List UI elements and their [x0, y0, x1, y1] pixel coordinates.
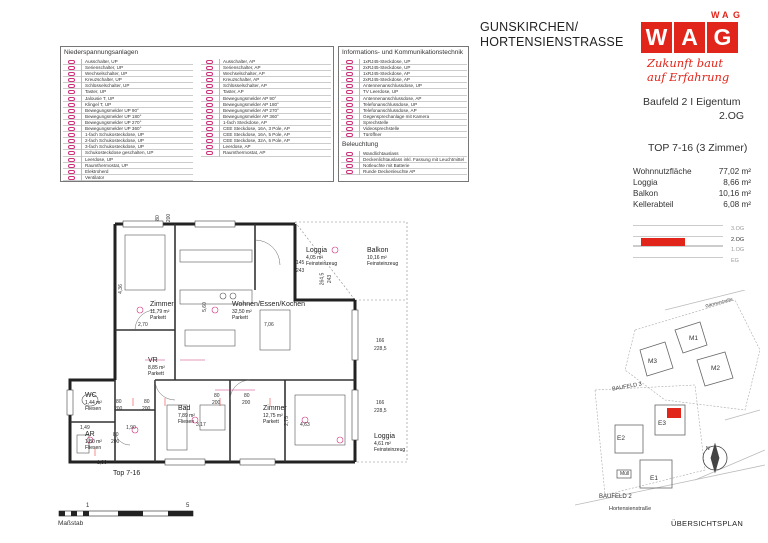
- dim: 2,75: [283, 416, 290, 426]
- area-row: Kellerabteil 6,08 m²: [633, 200, 751, 209]
- legend-symbol-icon: [206, 133, 213, 137]
- unit-floor: 2.OG: [719, 110, 745, 122]
- legend-symbol-icon: [206, 151, 213, 155]
- legend-row-label: Taster, UP: [85, 89, 107, 95]
- dim: 3,17: [196, 422, 206, 428]
- unit-top: TOP 7-16 (3 Zimmer): [648, 142, 748, 154]
- dim: 80: [116, 399, 122, 405]
- legend-symbol-icon: [346, 103, 353, 107]
- dim: 200: [142, 406, 151, 412]
- legend-symbol-icon: [68, 158, 75, 162]
- unit-building: Baufeld 2 I Eigentum: [643, 96, 741, 108]
- legend-low-voltage: [60, 46, 334, 182]
- legend-row-label: 1-fach Steckdose, AP: [223, 119, 267, 125]
- site-m3: M3: [648, 358, 658, 365]
- legend-row-label: Jalousie T, UP: [85, 95, 115, 101]
- room-zimmer-2: Zimmer 12,75 m² Parkett: [263, 405, 287, 425]
- legend-row-label: Taster, AP: [223, 89, 244, 95]
- legend-symbol-icon: [206, 66, 213, 70]
- legend-row-label: Kreuzschalter, AP: [223, 77, 260, 83]
- dim: 1,30: [97, 460, 107, 466]
- legend-info: [338, 46, 469, 182]
- legend-row-label: Klingel T, UP: [85, 101, 112, 107]
- legend-row: [341, 169, 467, 175]
- floor-active-fill: [641, 238, 685, 246]
- dim: 5,60: [201, 302, 208, 312]
- legend-symbol-icon: [206, 145, 213, 149]
- wag-logo: [638, 10, 756, 54]
- legend-row-label: Bewegungsmelder AP 360°: [223, 113, 279, 119]
- legend-symbol-icon: [68, 109, 75, 113]
- dim: 264,5: [319, 272, 326, 286]
- legend-row-label: Serienschalter, AP: [223, 65, 261, 71]
- legend-symbol-icon: [68, 151, 75, 155]
- site-e1: E1: [650, 475, 658, 482]
- legend-symbol-icon: [68, 103, 75, 107]
- legend-row-label: Bewegungsmelder UP 270°: [85, 119, 142, 125]
- dim: 166: [376, 400, 385, 406]
- dim: 200: [212, 400, 221, 406]
- legend-row-label: Türöffner: [363, 132, 382, 138]
- area-row: Wohnnutzfläche 77,02 m²: [633, 167, 751, 176]
- legend-row-label: Wechselschalter, AP: [223, 71, 265, 77]
- legend-light-list: [341, 151, 467, 175]
- dim: 200: [111, 439, 120, 445]
- site-baufeld2: BAUFELD 2: [599, 494, 632, 500]
- legend-symbol-icon: [206, 115, 213, 119]
- floor-label: 1.OG: [731, 247, 745, 253]
- legend-symbol-icon: [68, 164, 75, 168]
- site-m2: M2: [711, 365, 721, 372]
- site-street-top: Gärtnerstraße: [704, 296, 734, 309]
- legend-symbol-icon: [68, 145, 75, 149]
- floor-bar: [633, 257, 723, 268]
- legend-symbol-icon: [346, 133, 353, 137]
- legend-row-label: Bewegungsmelder UP 90°: [85, 107, 139, 113]
- legend-row-label: Leerdose, AP: [223, 144, 251, 150]
- scale-tick-start: 1: [86, 503, 90, 509]
- room-zimmer-1: Zimmer 11,79 m² Parkett: [150, 301, 174, 321]
- floor-row: [633, 236, 751, 247]
- legend-light-title: Beleuchtung: [342, 141, 379, 148]
- legend-symbol-icon: [206, 121, 213, 125]
- tagline-line1: Zukunft baut: [647, 56, 723, 70]
- dim: 80: [144, 399, 150, 405]
- legend-symbol-icon: [68, 97, 75, 101]
- legend-row-label: Kreuzschalter, UP: [85, 77, 122, 83]
- floor-plan: [55, 210, 415, 480]
- dim: 80: [113, 432, 119, 438]
- legend-symbol-icon: [68, 78, 75, 82]
- site-overview-title: ÜBERSICHTSPLAN: [671, 519, 744, 528]
- legend-row-label: Antennenanschlussdose, AP: [363, 95, 422, 101]
- legend-row-label: Bewegungsmelder UP 180°: [85, 113, 142, 119]
- floor-bar: [633, 236, 723, 247]
- floor-label: 3.OG: [731, 226, 745, 232]
- legend-symbol-icon: [346, 115, 353, 119]
- dim: 200: [114, 406, 123, 412]
- area-row: Loggia 8,66 m²: [633, 178, 751, 187]
- legend-row-label: TV Leerdose, UP: [363, 89, 399, 95]
- legend-row-label: Ventilator: [85, 174, 105, 180]
- legend-row-label: Schlüsselschalter, UP: [85, 83, 130, 89]
- legend-row-label: Wandlichtauslass: [363, 151, 399, 156]
- legend-row-label: 1-fach Schukosteckdose, UP: [85, 132, 144, 138]
- legend-symbol-icon: [346, 127, 353, 131]
- legend-row-label: Elektroherd: [85, 168, 109, 174]
- legend-row-label: Raumthermostat, UP: [85, 162, 128, 168]
- floor-row: [633, 257, 751, 268]
- logo-tagline: [647, 56, 729, 84]
- legend-row-label: Runde Deckenleuchte AP: [363, 169, 416, 175]
- legend-symbol-icon: [206, 109, 213, 113]
- legend-symbol-icon: [206, 127, 213, 131]
- legend-symbol-icon: [206, 103, 213, 107]
- scale-tick-end: 5: [186, 503, 190, 509]
- legend-symbol-icon: [68, 133, 75, 137]
- legend-row-label: Telefonanschlussdose, UP: [363, 101, 418, 107]
- site-muell: Müll: [620, 471, 630, 477]
- floor-row: [633, 225, 751, 236]
- legend-row-label: Ausschalter, UP: [85, 59, 118, 64]
- site-e2: E2: [617, 435, 625, 442]
- dim: 1,49: [80, 425, 90, 431]
- project-title-line1: GUNSKIRCHEN/: [480, 20, 579, 34]
- legend-symbol-icon: [346, 90, 353, 94]
- legend-row-label: CEE Steckdose, 16A, 5 Pole, AP: [223, 132, 290, 138]
- floor-bar: [633, 246, 723, 257]
- room-loggia-1: Loggia 4,05 m² Feinsteinzeug: [306, 247, 338, 267]
- legend-row-label: 3-fach Schukosteckdose, UP: [85, 144, 144, 150]
- legend-row-label: Serienschalter, UP: [85, 65, 124, 71]
- site-m1: M1: [689, 335, 699, 342]
- legend-row-label: Bewegungsmelder UP 360°: [85, 126, 142, 132]
- dim: 228,5: [374, 408, 387, 414]
- legend-row-label: Notleuchte mit Batterie: [363, 163, 410, 169]
- legend-row-label: CEE Steckdose, 16A, 3 Pole, AP: [223, 126, 290, 132]
- legend-info-title: Informations- und Kommunikationstechnik: [342, 49, 464, 56]
- logo-letter-w: W: [645, 24, 668, 50]
- legend-symbol-icon: [206, 90, 213, 94]
- legend-symbol-icon: [68, 176, 75, 180]
- scale-bar: [58, 510, 198, 518]
- project-title-line2: HORTENSIENSTRASSE: [480, 35, 624, 49]
- site-e3: E3: [658, 420, 666, 427]
- legend-row-label: 2xRJ45-Steckdose, AP: [363, 77, 410, 83]
- area-table: [633, 166, 751, 210]
- site-street-bottom: Hortensienstraße: [609, 506, 652, 512]
- legend-row-label: Leerdose, UP: [85, 156, 114, 162]
- logo-small-a: A: [722, 10, 729, 20]
- dim: 243: [327, 274, 334, 284]
- legend-symbol-icon: [346, 170, 353, 174]
- legend-symbol-icon: [206, 78, 213, 82]
- dim: 80: [154, 215, 161, 221]
- legend-row-label: Telefonanschlussdose, AP: [363, 107, 417, 113]
- room-wohnen: Wohnen/Essen/Kochen 32,50 m² Parkett: [232, 301, 306, 321]
- legend-row-label: Schukosteckdose geschalten, UP: [85, 150, 154, 156]
- floor-indicator: [633, 225, 751, 267]
- area-row: Balkon 10,16 m²: [633, 189, 751, 198]
- legend-symbol-icon: [346, 66, 353, 70]
- legend-symbol-icon: [346, 152, 353, 156]
- dim: 200: [166, 213, 173, 223]
- legend-symbol-icon: [346, 60, 353, 64]
- room-bad: Bad 7,89 m² Fliesen: [178, 405, 195, 425]
- dim: 4,36: [117, 284, 124, 294]
- legend-symbol-icon: [346, 158, 353, 162]
- site-north-label: N: [706, 446, 710, 452]
- legend-row-label: 1xRJ45-Steckdose, AP: [363, 71, 410, 77]
- legend-symbol-icon: [68, 170, 75, 174]
- legend-row-label: Wechselschalter, UP: [85, 71, 128, 77]
- electrical-symbols: [87, 247, 343, 443]
- logo-letter-g: G: [713, 24, 732, 50]
- legend-row: [201, 150, 331, 156]
- dim: 2,70: [138, 322, 148, 328]
- legend-symbol-icon: [68, 90, 75, 94]
- legend-symbol-icon: [346, 164, 353, 168]
- legend-symbol-icon: [206, 60, 213, 64]
- room-wc: WC 1,44 m² Fliesen: [85, 392, 102, 412]
- legend-row-label: Bewegungsmelder AP 180°: [223, 101, 279, 107]
- floor-label: 2.OG: [731, 236, 745, 243]
- logo-letter-a: A: [681, 24, 698, 50]
- furniture: [77, 235, 345, 453]
- legend-low-voltage-title: Niederspannungsanlagen: [64, 49, 139, 56]
- legend-symbol-icon: [346, 78, 353, 82]
- legend-row: [63, 175, 193, 181]
- legend-symbol-icon: [68, 139, 75, 143]
- legend-symbol-icon: [206, 97, 213, 101]
- legend-symbol-icon: [68, 127, 75, 131]
- legend-symbol-icon: [206, 84, 213, 88]
- legend-low-voltage-col2: [201, 59, 331, 157]
- dim: 228,5: [374, 346, 387, 352]
- project-title: [480, 20, 623, 50]
- legend-symbol-icon: [346, 109, 353, 113]
- dim: 4,63: [300, 422, 310, 428]
- dim: 1,90: [126, 425, 136, 431]
- site-baufeld3: BAUFELD 3: [611, 381, 643, 393]
- legend-symbol-icon: [206, 139, 213, 143]
- legend-row-label: 1xRJ45-Steckdose, UP: [363, 59, 411, 64]
- floor-row: [633, 246, 751, 257]
- room-loggia-2: Loggia 4,61 m² Feinsteinzeug: [374, 433, 406, 453]
- legend-symbol-icon: [68, 60, 75, 64]
- dim: 7,06: [264, 322, 274, 328]
- legend-symbol-icon: [68, 84, 75, 88]
- legend-symbol-icon: [68, 66, 75, 70]
- legend-symbol-icon: [206, 72, 213, 76]
- legend-info-list: [341, 59, 467, 138]
- legend-symbol-icon: [346, 97, 353, 101]
- dim: 80: [214, 393, 220, 399]
- legend-symbol-icon: [68, 115, 75, 119]
- legend-row-label: Sprechstelle: [363, 119, 389, 125]
- legend-row-label: Videosprechstelle: [363, 126, 400, 132]
- room-balkon: Balkon 10,16 m² Feinsteinzeug: [367, 247, 399, 267]
- tagline-line2: auf Erfahrung: [647, 70, 730, 84]
- legend-symbol-icon: [68, 121, 75, 125]
- logo-small-w: W: [711, 10, 720, 20]
- dim: 243: [296, 268, 305, 274]
- top-label: Top 7-16: [113, 470, 141, 477]
- site-plan: [575, 290, 765, 510]
- floor-label: EG: [731, 257, 739, 264]
- scale-label: Maßstab: [58, 520, 84, 527]
- legend-row-label: Ausschalter, AP: [223, 59, 256, 64]
- logo-suffix: Eu.: [742, 24, 750, 30]
- floor-bar: [633, 225, 723, 236]
- legend-row-label: CEE Steckdose, 32A, 5 Pole, AP: [223, 138, 290, 144]
- legend-symbol-icon: [346, 72, 353, 76]
- dim: 145: [296, 260, 305, 266]
- legend-row-label: Deckenlichtauslass inkl. Fassung mit Leuchtmittel: [363, 157, 465, 163]
- legend-symbol-icon: [68, 72, 75, 76]
- legend-row-label: Bewegungsmelder AP 90°: [223, 95, 277, 101]
- legend-row-label: Schlüsselschalter, AP: [223, 83, 267, 89]
- dim: 166: [376, 338, 385, 344]
- dim: 200: [242, 400, 251, 406]
- legend-symbol-icon: [346, 84, 353, 88]
- logo-small-g: G: [733, 10, 741, 20]
- room-vr: VR 8,85 m² Parkett: [148, 357, 165, 377]
- dim: 80: [244, 393, 250, 399]
- legend-row: [341, 132, 467, 138]
- legend-row-label: Antennenanschlussdose, UP: [363, 83, 422, 89]
- legend-row-label: Raumthermostat, AP: [223, 150, 266, 156]
- legend-row-label: Gegensprechanlage mit Kamera: [363, 113, 430, 119]
- legend-low-voltage-col1: [63, 59, 193, 181]
- room-ar: AR 1,80 m² Fliesen: [85, 431, 102, 451]
- kitchen: [180, 250, 252, 304]
- legend-row-label: 2xRJ45-Steckdose, UP: [363, 65, 411, 71]
- legend-symbol-icon: [346, 121, 353, 125]
- legend-row-label: Bewegungsmelder AP 270°: [223, 107, 279, 113]
- legend-row-label: 2-fach Schukosteckdose, UP: [85, 138, 144, 144]
